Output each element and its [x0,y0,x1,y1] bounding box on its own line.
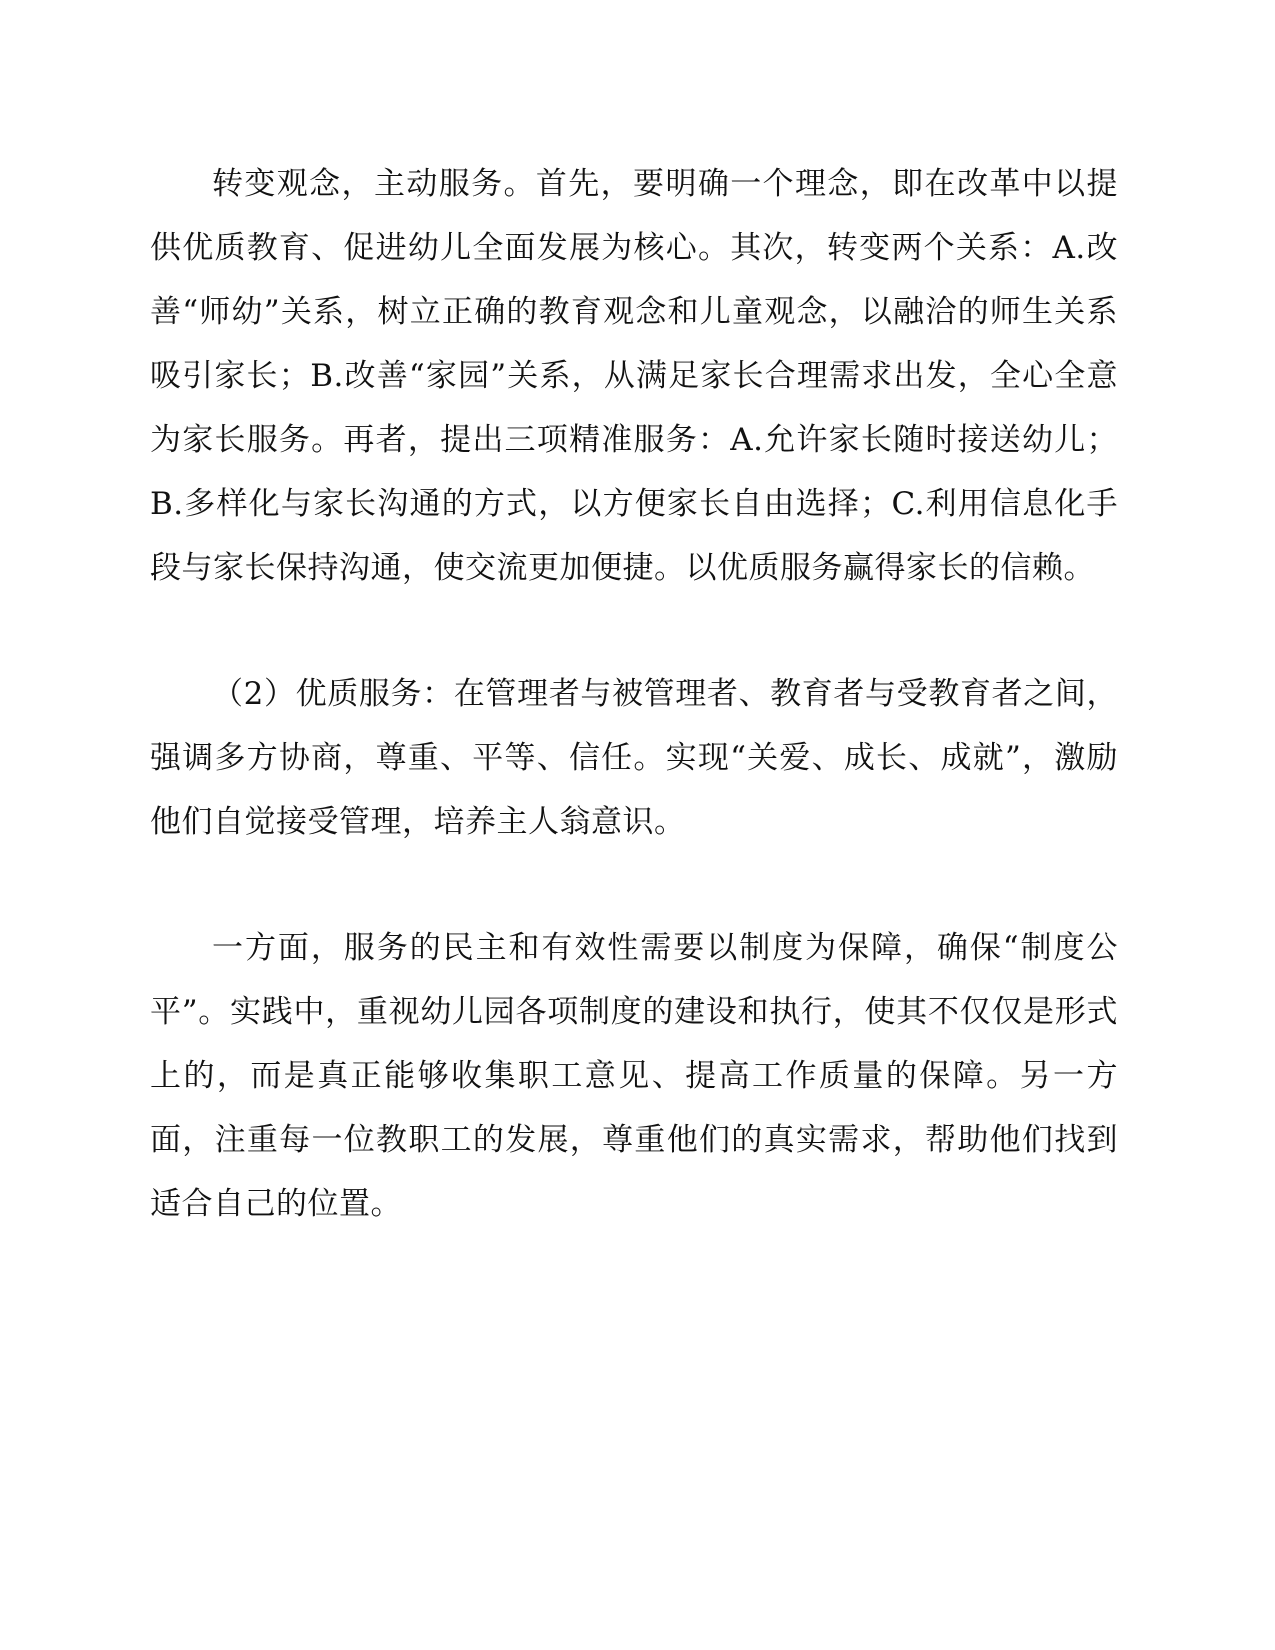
paragraph-service-concept: 转变观念，主动服务。首先，要明确一个理念，即在改革中以提供优质教育、促进幼儿全面发展为核心。其次，转变两个关系：A.改善“师幼”关系，树立正确的教育观念和儿童观念，以融洽的师生关系吸引家长；B.改善“家园”关系，从满足家长合理需求出发，全心全意为家长服务。再者，提出三项精准服务：A.允许家长随时接送幼儿；B.多样化与家长沟通的方式，以方便家长自由选择；C.利用信息化手段与家长保持沟通，使交流更加便捷。以优质服务赢得家长的信赖。 [150,166,1118,586]
paragraph-institutional-guarantee: 一方面，服务的民主和有效性需要以制度为保障，确保“制度公平”。实践中，重视幼儿园各项制度的建设和执行，使其不仅仅是形式上的，而是真正能够收集职工意见、提高工作质量的保障。另一方面，注重每一位教职工的发展，尊重他们的真实需求，帮助他们找到适合自己的位置。 [150,930,1118,1222]
paragraph-quality-service: （2）优质服务：在管理者与被管理者、教育者与受教育者之间，强调多方协商，尊重、平等、信任。实现“关爱、成长、成就”，激励他们自觉接受管理，培养主人翁意识。 [150,676,1118,840]
document-body [150,152,1118,1236]
